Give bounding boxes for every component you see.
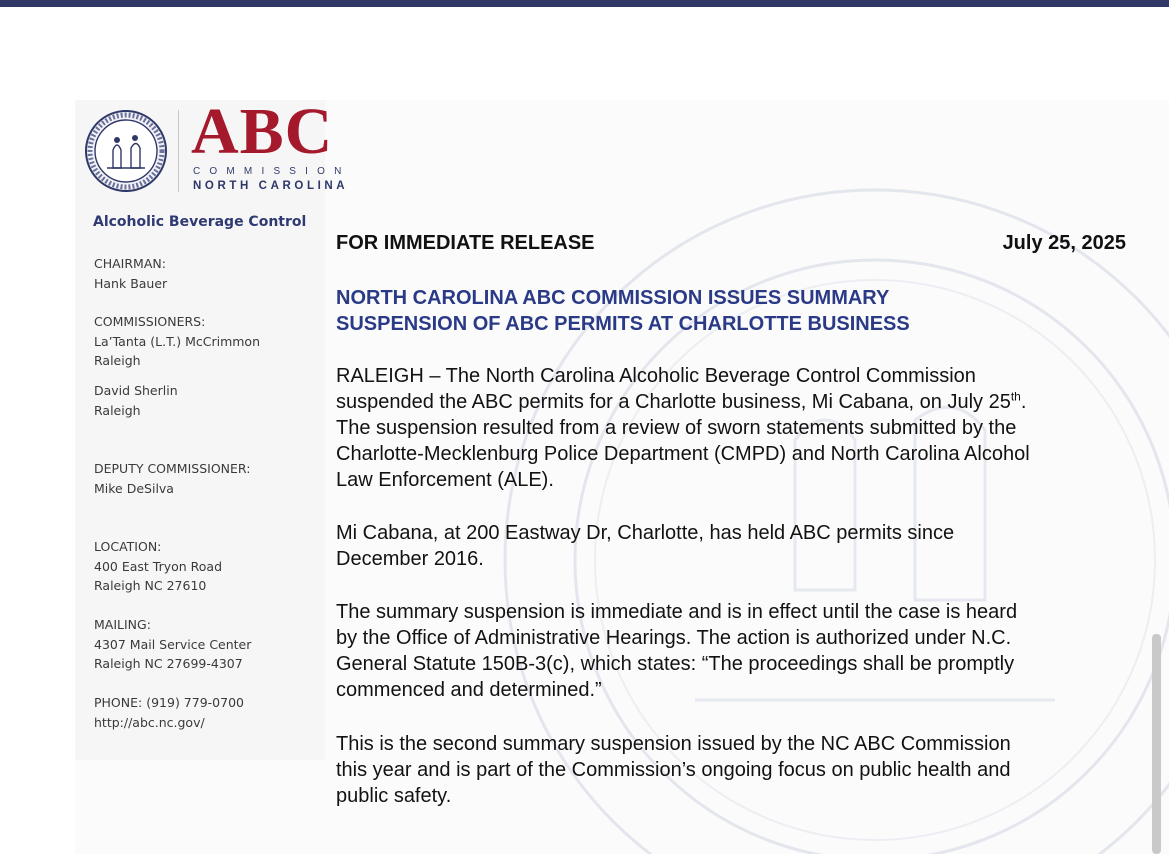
phone-text: PHONE: (919) 779-0700 [94, 695, 244, 710]
paragraph-line: by the Office of Administrative Hearings. The action is authorized under N.C. [336, 627, 1012, 649]
vertical-scrollbar[interactable] [1152, 634, 1161, 854]
paragraph-line [336, 389, 1144, 415]
chairman-block [94, 254, 167, 293]
deputy-name: Mike DeSilva [94, 480, 174, 496]
paragraph-line: Charlotte-Mecklenburg Police Department (CMPD) and North Carolina Alcohol [336, 443, 1030, 465]
contact-block [94, 693, 244, 732]
logo-north-carolina-text: NORTH CAROLINA [193, 180, 349, 192]
mailing-label: MAILING: [94, 617, 151, 632]
paragraph-line: The summary suspension is immediate and is in effect until the case is heard [336, 601, 1018, 623]
commissioner-name: David Sherlin [94, 383, 178, 398]
paragraph-text: suspended the ABC permits for a Charlotte business, Mi Cabana, on July 25 [336, 391, 1011, 413]
commissioner-block-2 [94, 381, 178, 420]
paragraph-line: The suspension resulted from a review of sworn statements submitted by the [336, 417, 1017, 439]
commissioner-name: La’Tanta (L.T.) McCrimmon [94, 333, 260, 349]
paragraph-4 [336, 731, 1144, 809]
commissioner-city: Raleigh [94, 402, 141, 418]
release-headline [336, 285, 910, 337]
paragraph-line: Mi Cabana, at 200 Eastway Dr, Charlotte, has held ABC permits since [336, 522, 955, 544]
commissioner-city: Raleigh [94, 353, 141, 368]
paragraph-2 [336, 520, 1144, 572]
superscript-text: th [1010, 389, 1021, 404]
paragraph-line: commenced and determined.” [336, 679, 602, 701]
paragraph-1 [336, 363, 1144, 493]
mailing-block [94, 615, 251, 674]
release-date: July 25, 2025 [1002, 232, 1126, 254]
paragraph-text: . [1020, 391, 1027, 413]
location-block [94, 537, 222, 596]
mailing-line: 4307 Mail Service Center [94, 636, 252, 652]
website-link[interactable]: http://abc.nc.gov/ [94, 714, 205, 730]
nc-state-seal-icon [85, 110, 167, 192]
top-accent-bar [0, 0, 1169, 7]
headline-line: SUSPENSION OF ABC PERMITS AT CHARLOTTE BUSINESS [336, 313, 910, 335]
logo-divider [178, 110, 179, 192]
chairman-name: Hank Bauer [94, 275, 168, 291]
commissioners-block [94, 312, 260, 371]
deputy-label: DEPUTY COMMISSIONER: [94, 461, 251, 476]
chairman-label: CHAIRMAN: [94, 256, 166, 271]
deputy-block [94, 459, 250, 498]
paragraph-line: Law Enforcement (ALE). [336, 469, 554, 491]
press-release-document [75, 100, 1169, 854]
paragraph-line: December 2016. [336, 548, 484, 570]
location-line: 400 East Tryon Road [94, 558, 223, 574]
location-line: Raleigh NC 27610 [94, 578, 207, 593]
paragraph-line: General Statute 150B-3(c), which states: “The proceedings shall be promptly [336, 653, 1015, 675]
sidebar-heading: Alcoholic Beverage Control [93, 214, 307, 230]
paragraph-line: RALEIGH – The North Carolina Alcoholic Beverage Control Commission [336, 365, 976, 387]
commissioners-label: COMMISSIONERS: [94, 314, 206, 329]
location-label: LOCATION: [94, 539, 162, 554]
paragraph-line: this year and is part of the Commission’s ongoing focus on public health and [336, 759, 1011, 781]
paragraph-line: This is the second summary suspension issued by the NC ABC Commission [336, 733, 1011, 755]
release-label: FOR IMMEDIATE RELEASE [336, 232, 595, 254]
paragraph-3 [336, 599, 1144, 703]
paragraph-line: public safety. [336, 785, 452, 807]
abc-logo-text: ABC [191, 100, 334, 168]
mailing-line: Raleigh NC 27699-4307 [94, 656, 243, 671]
headline-line: NORTH CAROLINA ABC COMMISSION ISSUES SUMMARY [336, 287, 890, 309]
logo-commission-text: COMMISSION [193, 166, 351, 177]
